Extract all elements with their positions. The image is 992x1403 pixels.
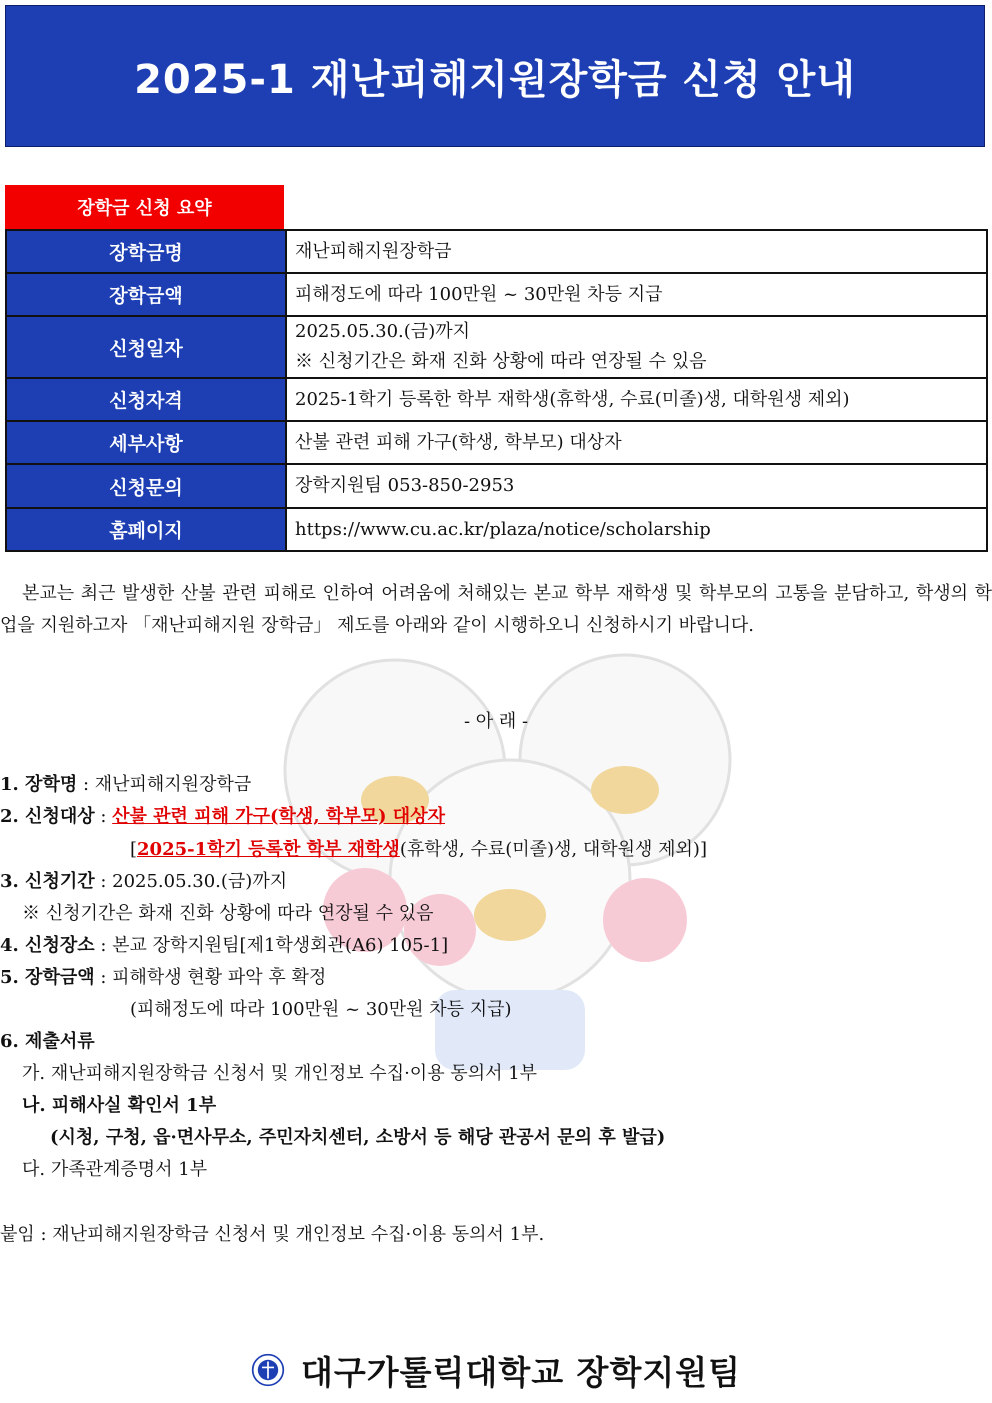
list-item: ※ 신청기간은 화재 진화 상황에 따라 연장될 수 있음 — [22, 903, 434, 924]
summary-tab: 장학금 신청 요약 — [5, 185, 284, 229]
intro-paragraph: 본교는 최근 발생한 산불 관련 피해로 인하여 어려움에 처해있는 본교 학부 재학생 및 학부모의 고통을 분담하고, 학생의 학업을 지원하고자 「재난피해지원 장학금」 제도를 아래와 같이 시행하오니 신청하시기 바랍니다. — [0, 583, 992, 636]
summary-value-line: 2025.05.30.(금)까지 — [295, 321, 470, 342]
summary-value: 2025-1학기 등록한 학부 재학생(휴학생, 수료(미졸)생, 대학원생 제외) — [286, 378, 987, 421]
list-item — [0, 963, 326, 993]
item-label: 4. 신청장소 — [0, 935, 95, 956]
summary-value: 재난피해지원장학금 — [286, 230, 987, 273]
summary-value: 장학지원팀 053-850-2953 — [286, 464, 987, 508]
page-title: 2025-1 재난피해지원장학금 신청 안내 — [134, 56, 856, 103]
attachment-note: 붙임 : 재난피해지원장학금 신청서 및 개인정보 수집·이용 동의서 1부. — [0, 1224, 545, 1245]
below-heading: - 아 래 - — [463, 711, 529, 732]
summary-key: 신청일자 — [6, 316, 286, 378]
summary-key: 세부사항 — [6, 421, 286, 464]
item-value: : 재난피해지원장학금 — [77, 774, 252, 795]
item-value: : 피해학생 현황 파악 후 확정 — [94, 967, 327, 988]
list-item: 나. 피해사실 확인서 1부 — [22, 1095, 217, 1116]
summary-row — [6, 508, 987, 551]
summary-key: 홈페이지 — [6, 508, 286, 551]
summary-key: 장학금명 — [6, 230, 286, 273]
summary-row — [6, 273, 987, 316]
item-label: 5. 장학금액 — [0, 967, 95, 988]
summary-key: 신청문의 — [6, 464, 286, 508]
summary-table — [5, 229, 988, 552]
item-value-highlight: 산불 관련 피해 가구(학생, 학부모) 대상자 — [112, 806, 445, 827]
summary-row — [6, 378, 987, 421]
list-item — [0, 802, 445, 832]
item-label: 1. 장학명 — [0, 774, 78, 795]
list-item — [0, 770, 251, 800]
item-value: (휴학생, 수료(미졸)생, 대학원생 제외)] — [399, 839, 707, 860]
item-bracket: [ — [130, 839, 138, 860]
list-item: 6. 제출서류 — [0, 1031, 95, 1052]
item-label: 2. 신청대상 — [0, 806, 95, 827]
list-item — [0, 931, 448, 961]
homepage-link[interactable]: https://www.cu.ac.kr/plaza/notice/scholarship — [286, 508, 987, 551]
summary-key: 장학금액 — [6, 273, 286, 316]
list-item — [130, 835, 707, 865]
footer-org-name: 대구가톨릭대학교 장학지원팀 — [301, 1352, 741, 1392]
title-banner — [5, 5, 985, 147]
list-item: 다. 가족관계증명서 1부 — [22, 1159, 208, 1180]
item-label: 3. 신청기간 — [0, 871, 95, 892]
item-separator: : — [94, 806, 113, 827]
university-seal-icon — [251, 1353, 285, 1387]
item-value: : 본교 장학지원팀[제1학생회관(A6) 105-1] — [94, 935, 449, 956]
summary-row — [6, 230, 987, 273]
list-item: (피해정도에 따라 100만원 ~ 30만원 차등 지급) — [130, 999, 512, 1020]
item-value: : 2025.05.30.(금)까지 — [94, 871, 288, 892]
list-item: 가. 재난피해지원장학금 신청서 및 개인정보 수집·이용 동의서 1부 — [22, 1063, 538, 1084]
item-value-highlight: 2025-1학기 등록한 학부 재학생 — [137, 839, 400, 860]
summary-row — [6, 421, 987, 464]
summary-value: 피해정도에 따라 100만원 ~ 30만원 차등 지급 — [286, 273, 987, 316]
footer — [0, 1340, 992, 1400]
summary-row — [6, 316, 987, 378]
summary-value: 산불 관련 피해 가구(학생, 학부모) 대상자 — [286, 421, 987, 464]
list-item: (시청, 구청, 읍·면사무소, 주민자치센터, 소방서 등 해당 관공서 문의 후 발급) — [50, 1127, 666, 1148]
summary-value — [286, 316, 987, 378]
list-item — [0, 867, 287, 897]
summary-value-note: ※ 신청기간은 화재 진화 상황에 따라 연장될 수 있음 — [295, 351, 707, 372]
summary-key: 신청자격 — [6, 378, 286, 421]
summary-row — [6, 464, 987, 508]
